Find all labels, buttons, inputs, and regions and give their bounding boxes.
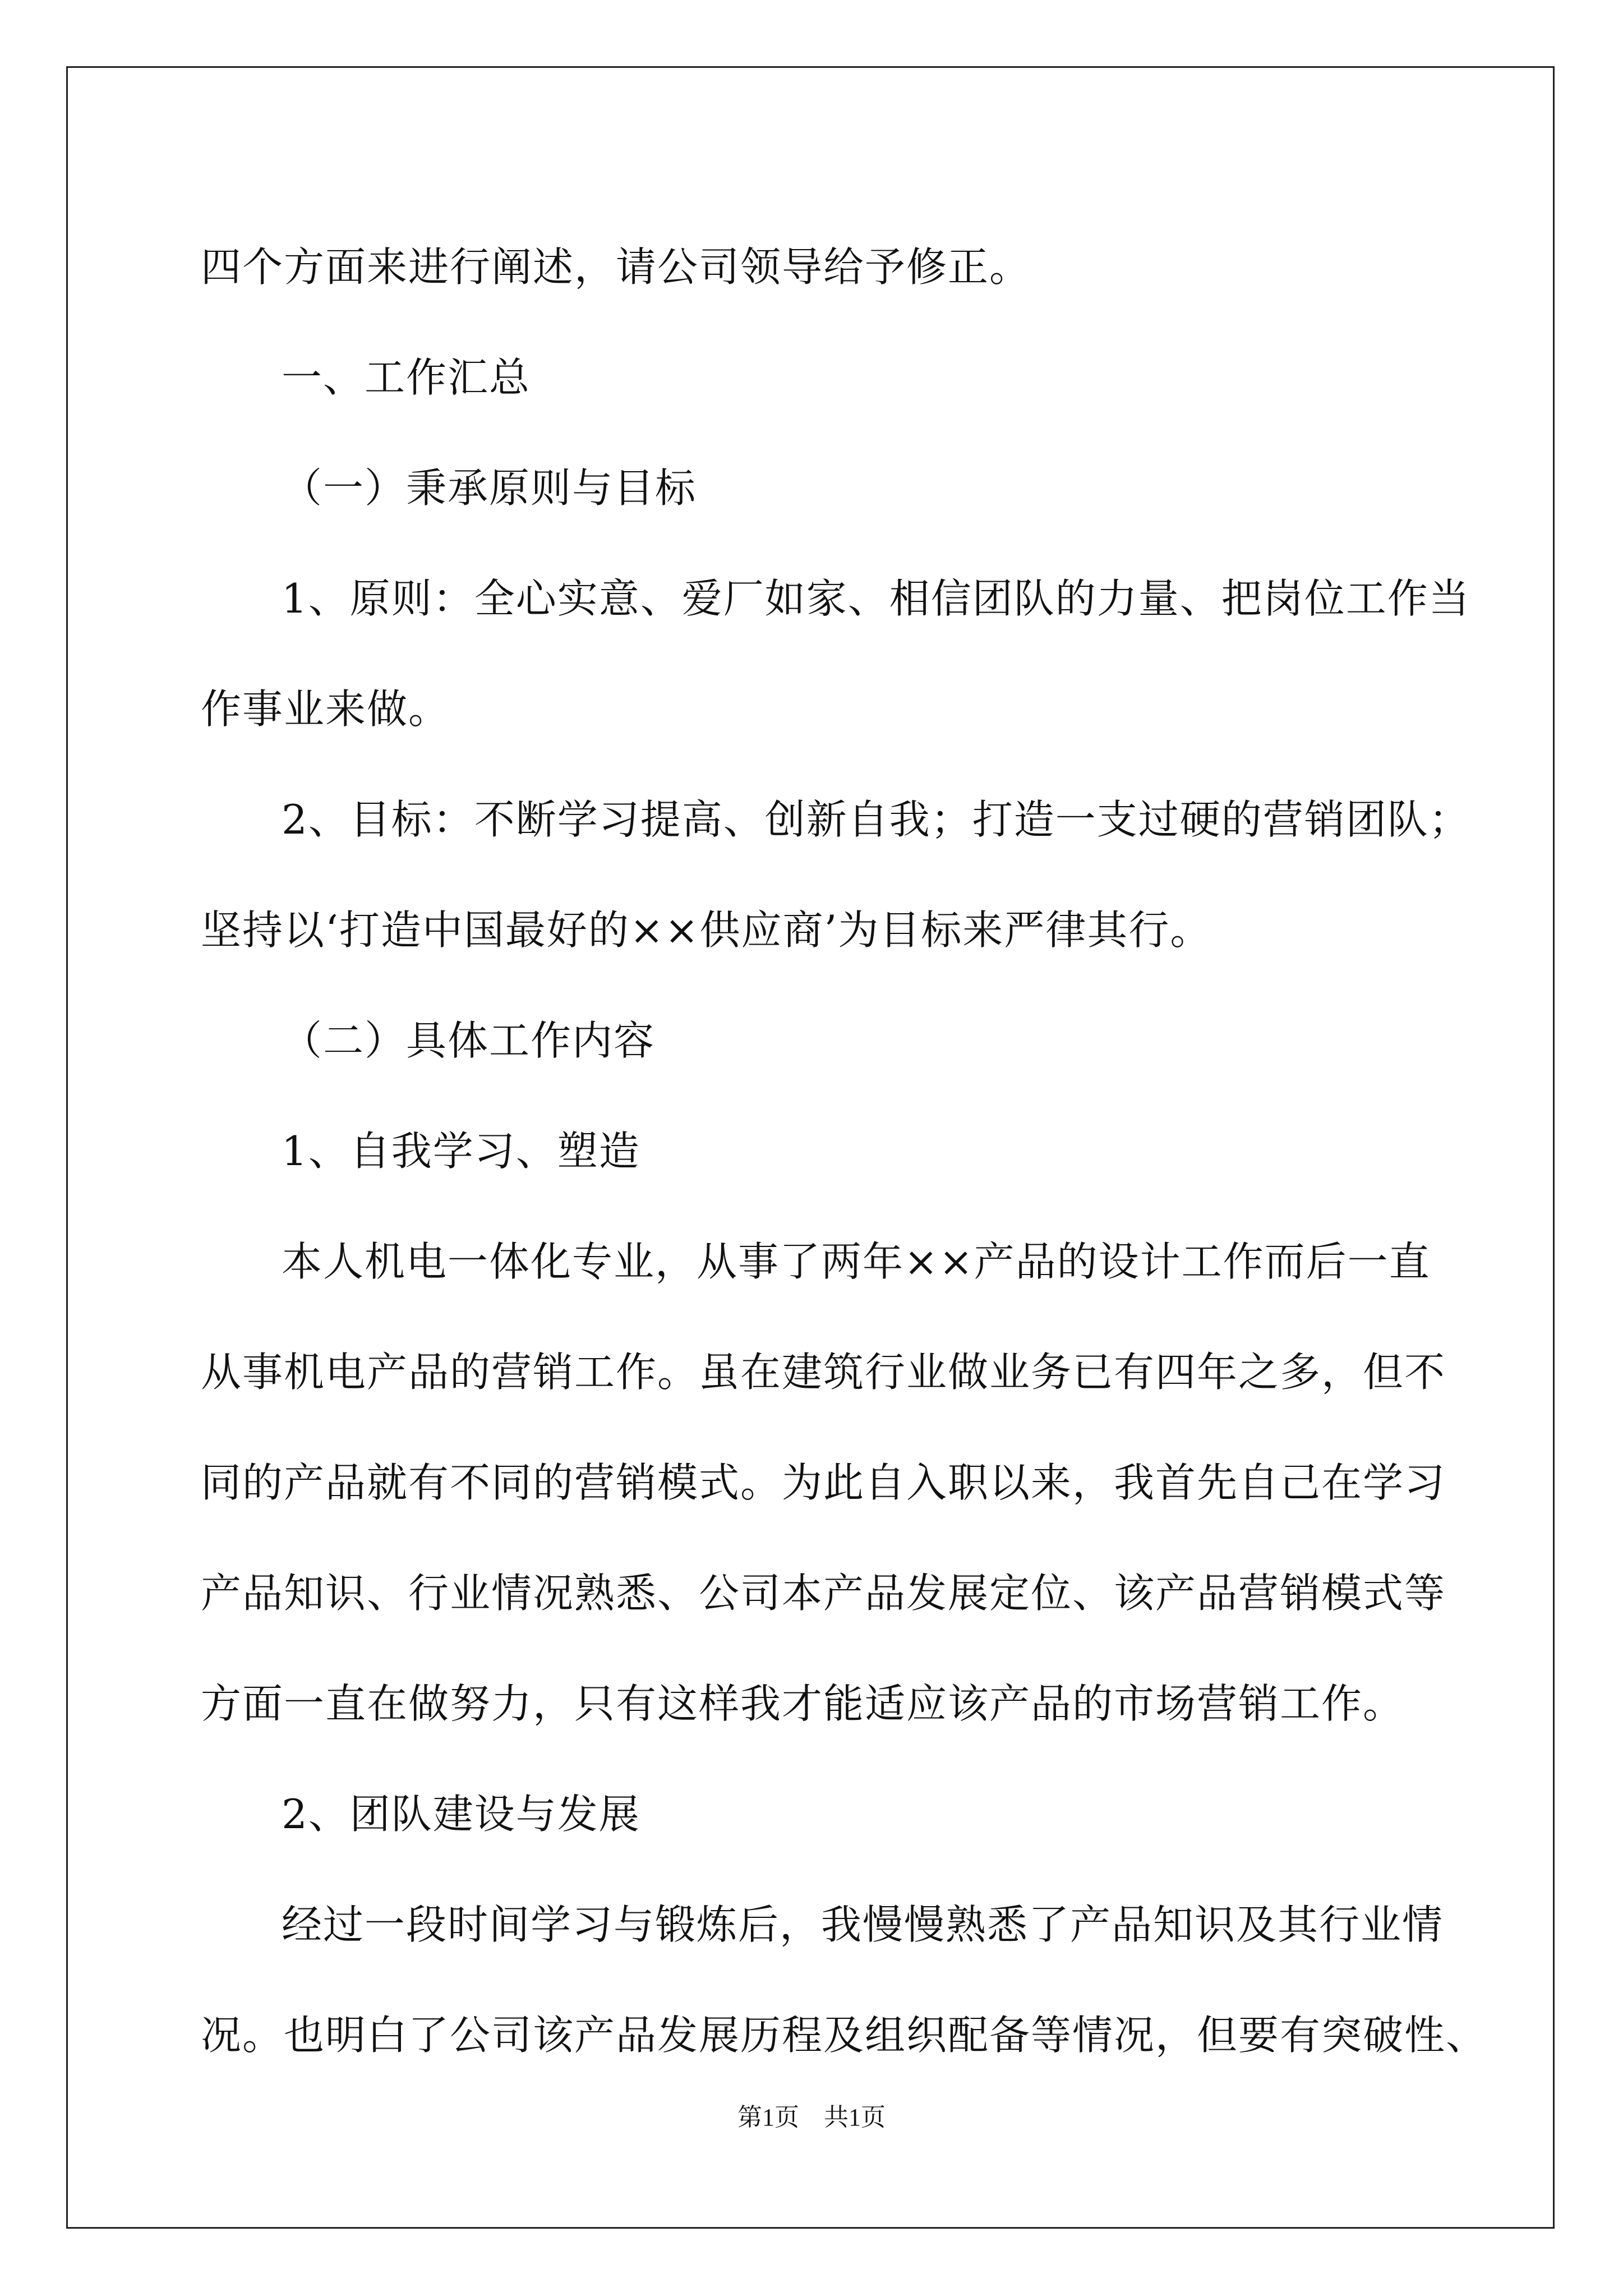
section-heading: 一、工作汇总 <box>282 354 531 401</box>
subsection-heading: （二）具体工作内容 <box>282 1017 656 1064</box>
paragraph: 产品知识、行业情况熟悉、公司本产品发展定位、该产品营销模式等 <box>201 1570 1446 1617</box>
item-heading: 2、团队建设与发展 <box>282 1791 640 1838</box>
paragraph: 况。也明白了公司该产品发展历程及组织配备等情况，但要有突破性、 <box>201 2012 1488 2059</box>
subsection-heading: （一）秉承原则与目标 <box>282 464 697 512</box>
paragraph: 1、原则：全心实意、爱厂如家、相信团队的力量、把岗位工作当 <box>282 575 1470 622</box>
paragraph: 本人机电一体化专业，从事了两年××产品的设计工作而后一直 <box>282 1238 1431 1285</box>
paragraph: 坚持以‘打造中国最好的××供应商’为目标来严律其行。 <box>201 907 1212 954</box>
document-body <box>201 212 1488 2091</box>
paragraph: 从事机电产品的营销工作。虽在建筑行业做业务已有四年之多，但不 <box>201 1349 1446 1396</box>
paragraph: 四个方面来进行阐述，请公司领导给予修正。 <box>201 243 1031 291</box>
paragraph: 方面一直在做努力，只有这样我才能适应该产品的市场营销工作。 <box>201 1680 1405 1727</box>
page-footer <box>0 2097 1623 2133</box>
paragraph: 作事业来做。 <box>201 685 450 733</box>
paragraph: 经过一段时间学习与锻炼后，我慢慢熟悉了产品知识及其行业情 <box>282 1901 1444 1948</box>
page-total: 共1页 <box>824 2104 886 2131</box>
item-heading: 1、自我学习、塑造 <box>282 1128 640 1175</box>
paragraph: 2、目标：不断学习提高、创新自我；打造一支过硬的营销团队； <box>282 796 1470 843</box>
page-number: 第1页 <box>737 2104 799 2131</box>
paragraph: 同的产品就有不同的营销模式。为此自入职以来，我首先自己在学习 <box>201 1459 1446 1506</box>
